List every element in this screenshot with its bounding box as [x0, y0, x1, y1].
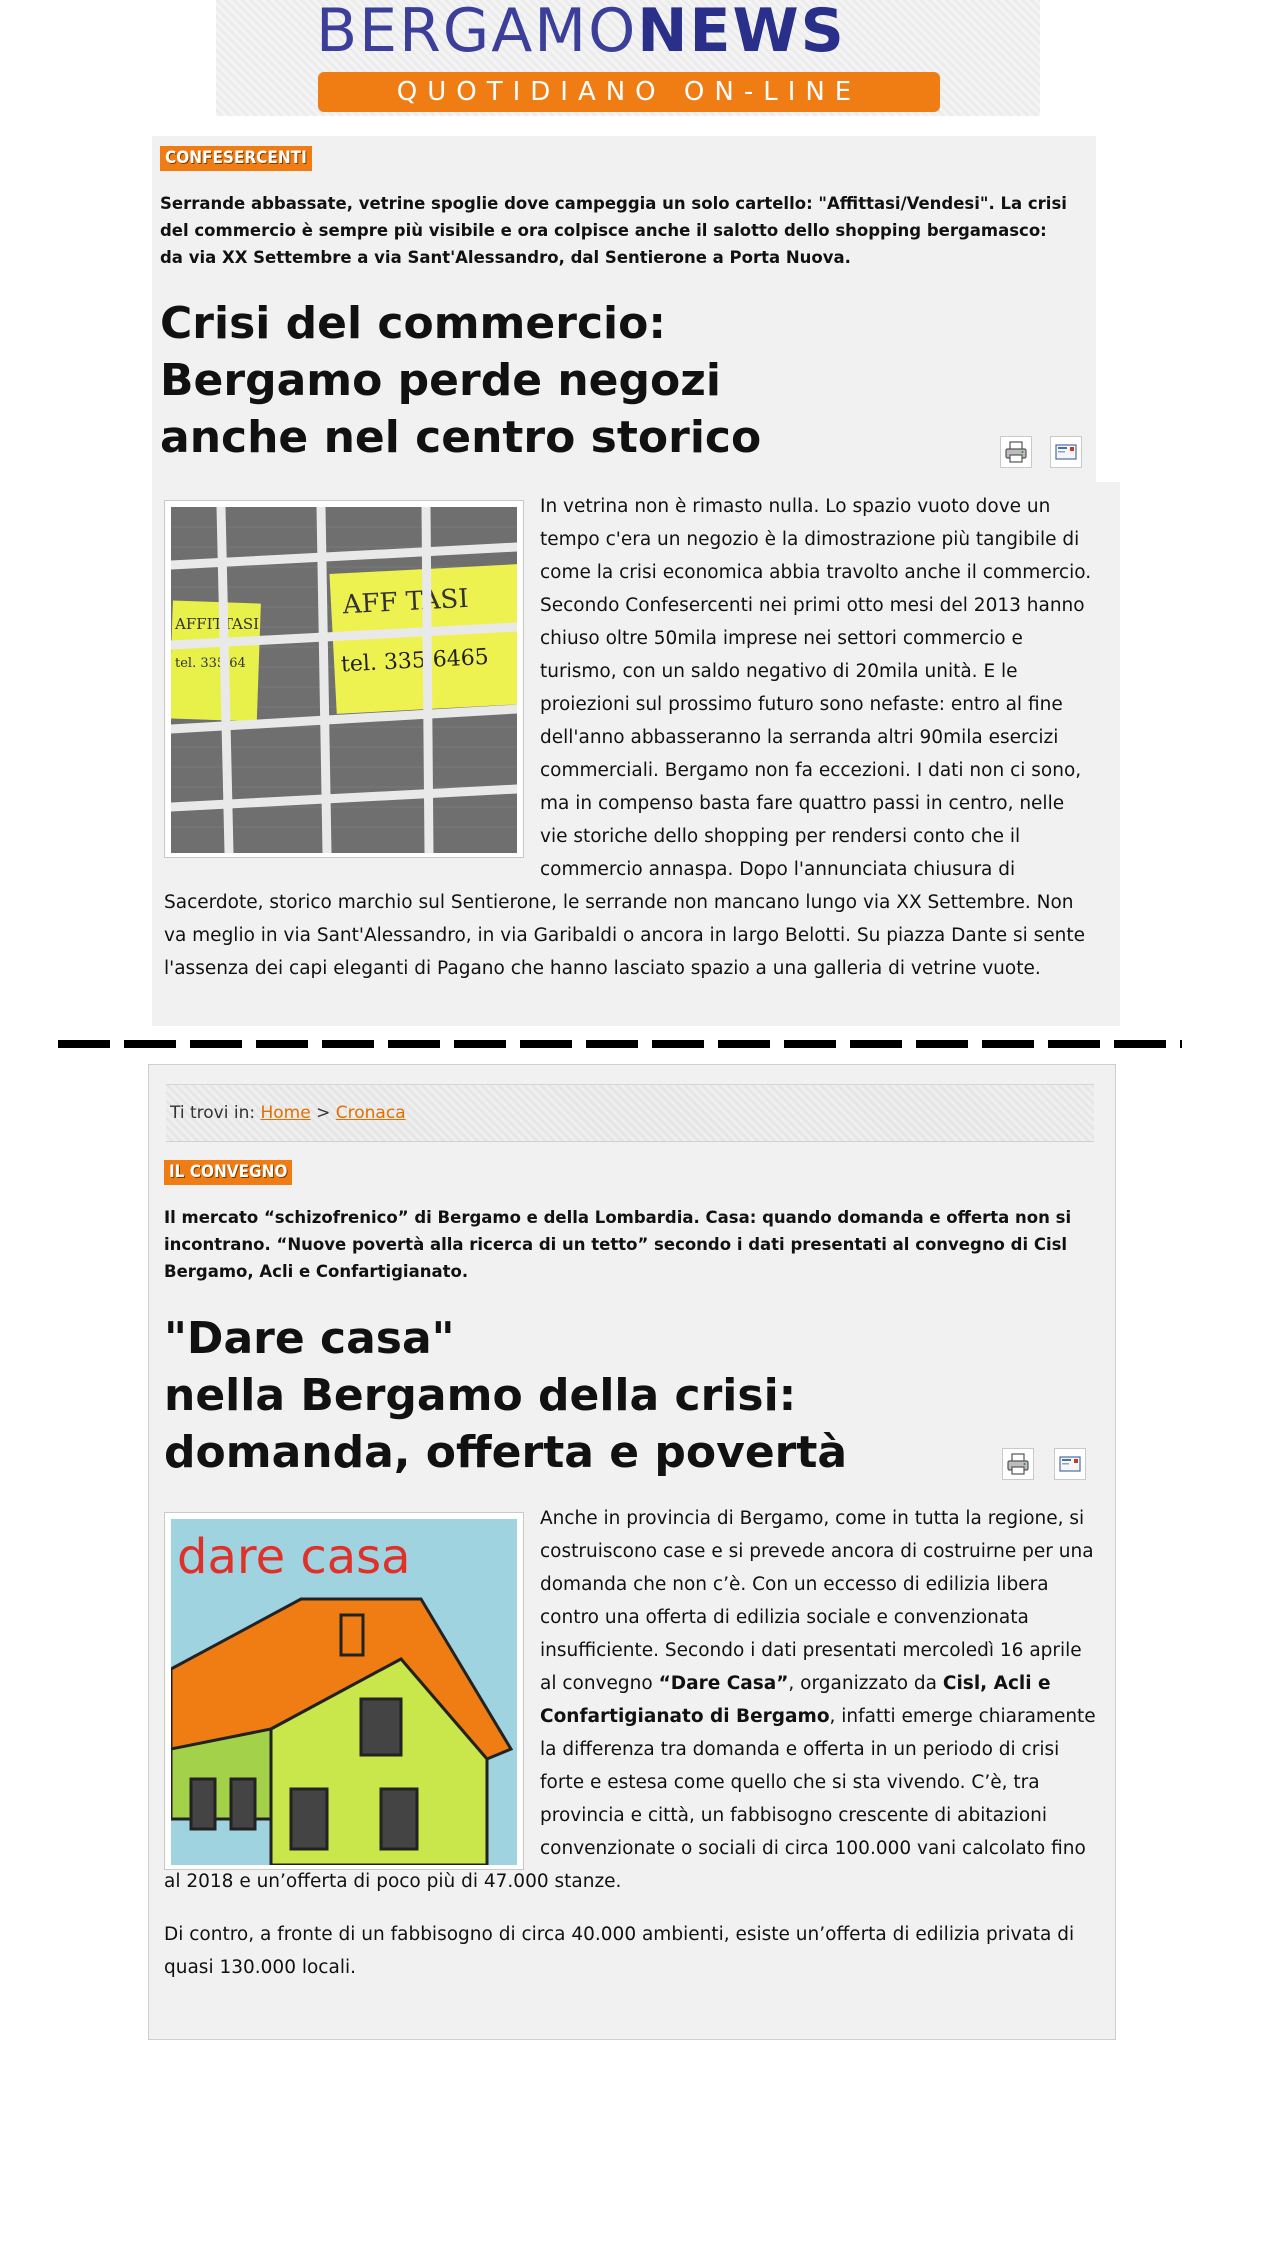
article2-body-bold: “Dare Casa” [658, 1673, 789, 1694]
article2-headline-line: nella Bergamo della crisi: [164, 1370, 797, 1421]
article2-headline-line: "Dare casa" [164, 1313, 455, 1364]
print-icon[interactable] [1000, 436, 1032, 468]
article2-body-bold: Cisl, Acli e Confartigianato di Bergamo [540, 1673, 1051, 1727]
breadcrumb-prefix: Ti trovi in: [170, 1103, 256, 1123]
logo-wordmark [316, 0, 846, 66]
breadcrumb-separator: > [316, 1103, 331, 1123]
article1-body [164, 490, 1096, 985]
photo-float-spacer [164, 490, 540, 862]
article2-summary: Il mercato “schizofrenico” di Bergamo e della Lombardia. Casa: quando domanda e offerta non si incontrano. “Nuove povertà alla ricerca di un tetto” secondo i dati presentati al convegno di Cisl Bergamo, Acli e Confartigianato. [164, 1208, 1072, 1281]
photo-sign-text: AFFITTASI [175, 615, 260, 633]
article2-body-text: , organizzato da [788, 1673, 943, 1694]
masthead-logo [216, 0, 1040, 116]
article1-headline-line: Bergamo perde negozi [160, 355, 721, 406]
breadcrumb-section-link[interactable]: Cronaca [335, 1103, 406, 1123]
photo-title-text: dare casa [177, 1529, 411, 1585]
dashed-divider [58, 1040, 1182, 1048]
article1-category-tag[interactable]: CONFESERCENTI [160, 146, 312, 171]
breadcrumb-home-link[interactable]: Home [260, 1103, 311, 1123]
article1-headline-line: anche nel centro storico [160, 412, 762, 463]
article2-category-tag[interactable]: IL CONVEGNO [164, 1160, 292, 1185]
article2-headline-line: domanda, offerta e povertà [164, 1427, 848, 1478]
breadcrumb [170, 1101, 406, 1125]
photo-sign-text: tel. 335.64 [175, 656, 246, 671]
article2-body-text: Anche in provincia di Bergamo, come in tutta la regione, si costruiscono case e si prevede ancora di costruirne per una domanda che non c’è. Con un eccesso di edilizia libera contro una offerta di edilizia sociale e convenzionata insufficiente. Secondo i dati presentati mercoledì 16 aprile al convegno [540, 1508, 1094, 1694]
photo-sign-text: tel. 335.6465 [340, 644, 490, 678]
article1-summary: Serrande abbassate, vetrine spoglie dove campeggia un solo cartello: "Affittasi/Vendesi". La crisi del commercio è sempre più visibile e ora colpisce anche il salotto dello shopping bergamasco: da via XX Settembre a via Sant'Alessandro, dal Sentierone a Porta Nuova. [160, 194, 1067, 267]
logo-name-bold: NEWS [637, 0, 846, 66]
article2-body [164, 1502, 1096, 1984]
article1-headline-line: Crisi del commercio: [160, 298, 666, 349]
logo-name-thin: BERGAMO [316, 0, 638, 66]
photo-sign-text: AFF TASI [342, 583, 470, 621]
article2-body-text: , infatti emerge chiaramente la differenza tra domanda e offerta in un periodo di crisi forte e estesa come quello che si sta vivendo. C’è, tra provincia e città, un fabbisogno crescente di abitazioni convenzionate o sociali di circa 100.000 vani calcolato fino al 2018 e un’offerta di poco più di 47.000 stanze. [164, 1706, 1096, 1892]
article1-body-text: In vetrina non è rimasto nulla. Lo spazio vuoto dove un tempo c'era un negozio è la dimostrazione più tangibile di come la crisi economica abbia travolto anche il commercio. Secondo Confesercenti nei primi otto mesi del 2013 hanno chiuso oltre 50mila imprese nei settori commercio e turismo, con un saldo negativo di 20mila unità. E le proiezioni sul prossimo futuro sono nefaste: entro al fine dell'anno abbasseranno la serranda altri 90mila esercizi commerciali. Bergamo non fa eccezioni. I dati non ci sono, ma in compenso basta fare quattro passi in centro, nelle vie storiche dello shopping per rendersi conto che il commercio annaspa. Dopo l'annunciata chiusura di Sacerdote, storico marchio sul Sentierone, le serrande non mancano lungo via XX Settembre. Non va meglio in via Sant'Alessandro, in via Garibaldi o ancora in largo Belotti. Su piazza Dante si sente l'assenza dei capi eleganti di Pagano che hanno lasciato spazio a una galleria di vetrine vuote. [164, 496, 1092, 979]
article2-paragraph-2: Di contro, a fronte di un fabbisogno di circa 40.000 ambienti, esiste un’offerta di edilizia privata di quasi 130.000 locali. [164, 1924, 1075, 1978]
print-icon[interactable] [1002, 1448, 1034, 1480]
email-icon[interactable] [1050, 436, 1082, 468]
logo-tagline: QUOTIDIANO ON-LINE [318, 72, 940, 112]
email-icon[interactable] [1054, 1448, 1086, 1480]
photo-float-spacer [164, 1502, 540, 1842]
